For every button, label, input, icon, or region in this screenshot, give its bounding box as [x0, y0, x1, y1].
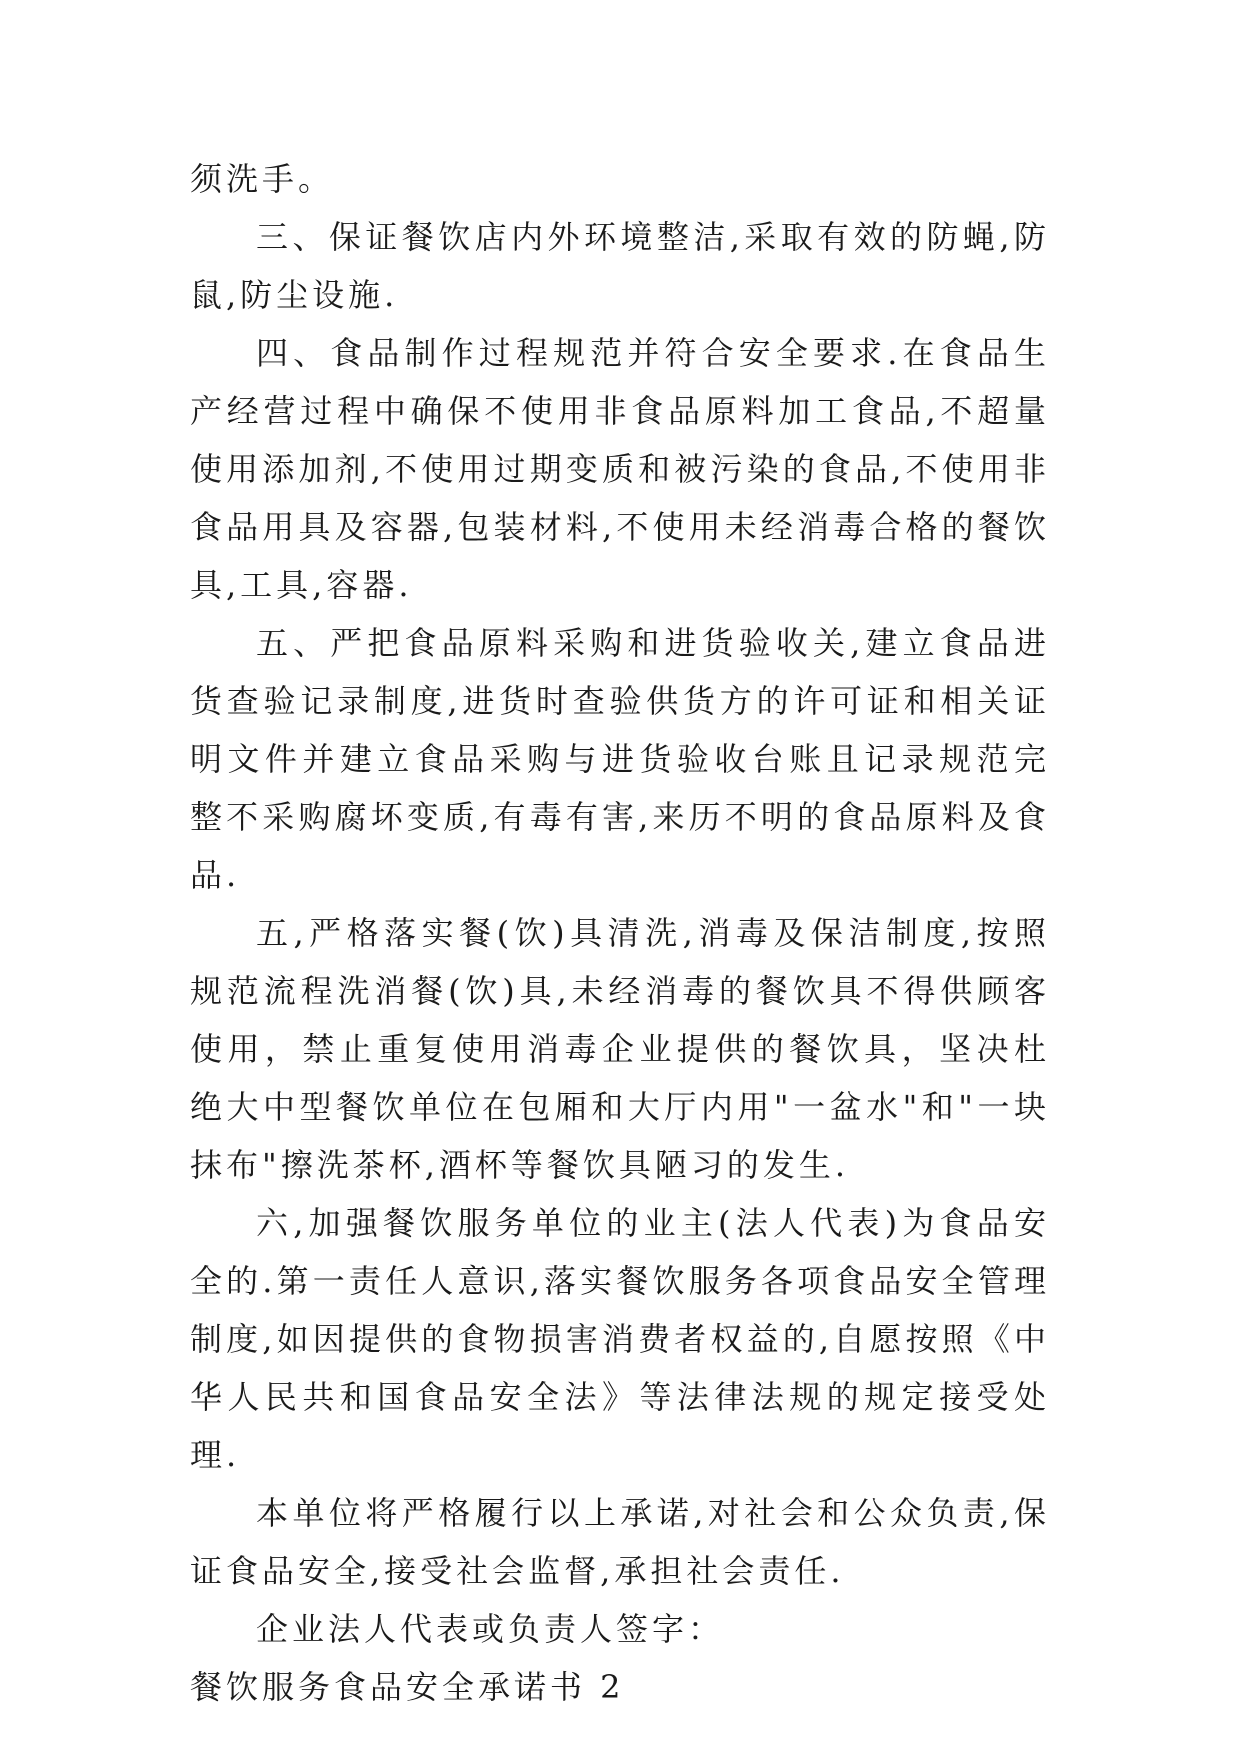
paragraph-continuation: 须洗手。 — [190, 160, 335, 198]
paragraph-item-3-environment: 三、保证餐饮店内外环境整洁,采取有效的防蝇,防鼠,防尘设施. — [190, 218, 1050, 314]
next-document-title: 餐饮服务食品安全承诺书 2 — [190, 1668, 625, 1706]
paragraph-item-4-production: 四、食品制作过程规范并符合安全要求.在食品生产经营过程中确保不使用非食品原料加工食品,不超量使用添加剂,不使用过期变质和被污染的食品,不使用非食品用具及容器,包装材料,不使用未经消毒合格的餐饮具,工具,容器. — [190, 334, 1050, 604]
paragraph-item-5-cleaning: 五,严格落实餐(饮)具清洗,消毒及保洁制度,按照规范流程洗消餐(饮)具,未经消毒的餐饮具不得供顾客使用，禁止重复使用消毒企业提供的餐饮具，坚决杜绝大中型餐饮单位在包厢和大厅内用"一盆水"和"一块抹布"擦洗茶杯,酒杯等餐饮具陋习的发生. — [190, 914, 1050, 1184]
paragraph-commitment: 本单位将严格履行以上承诺,对社会和公众负责,保证食品安全,接受社会监督,承担社会责任. — [190, 1494, 1050, 1590]
paragraph-item-5-purchasing: 五、严把食品原料采购和进货验收关,建立食品进货查验记录制度,进货时查验供货方的许可证和相关证明文件并建立食品采购与进货验收台账且记录规范完整不采购腐坏变质,有毒有害,来历不明的食品原料及食品. — [190, 624, 1050, 894]
document-body — [190, 150, 1050, 1716]
paragraph-item-6-responsibility: 六,加强餐饮服务单位的业主(法人代表)为食品安全的.第一责任人意识,落实餐饮服务各项食品安全管理制度,如因提供的食物损害消费者权益的,自愿按照《中华人民共和国食品安全法》等法律法规的规定接受处理. — [190, 1204, 1050, 1474]
signature-line: 企业法人代表或负责人签字： — [256, 1610, 725, 1648]
